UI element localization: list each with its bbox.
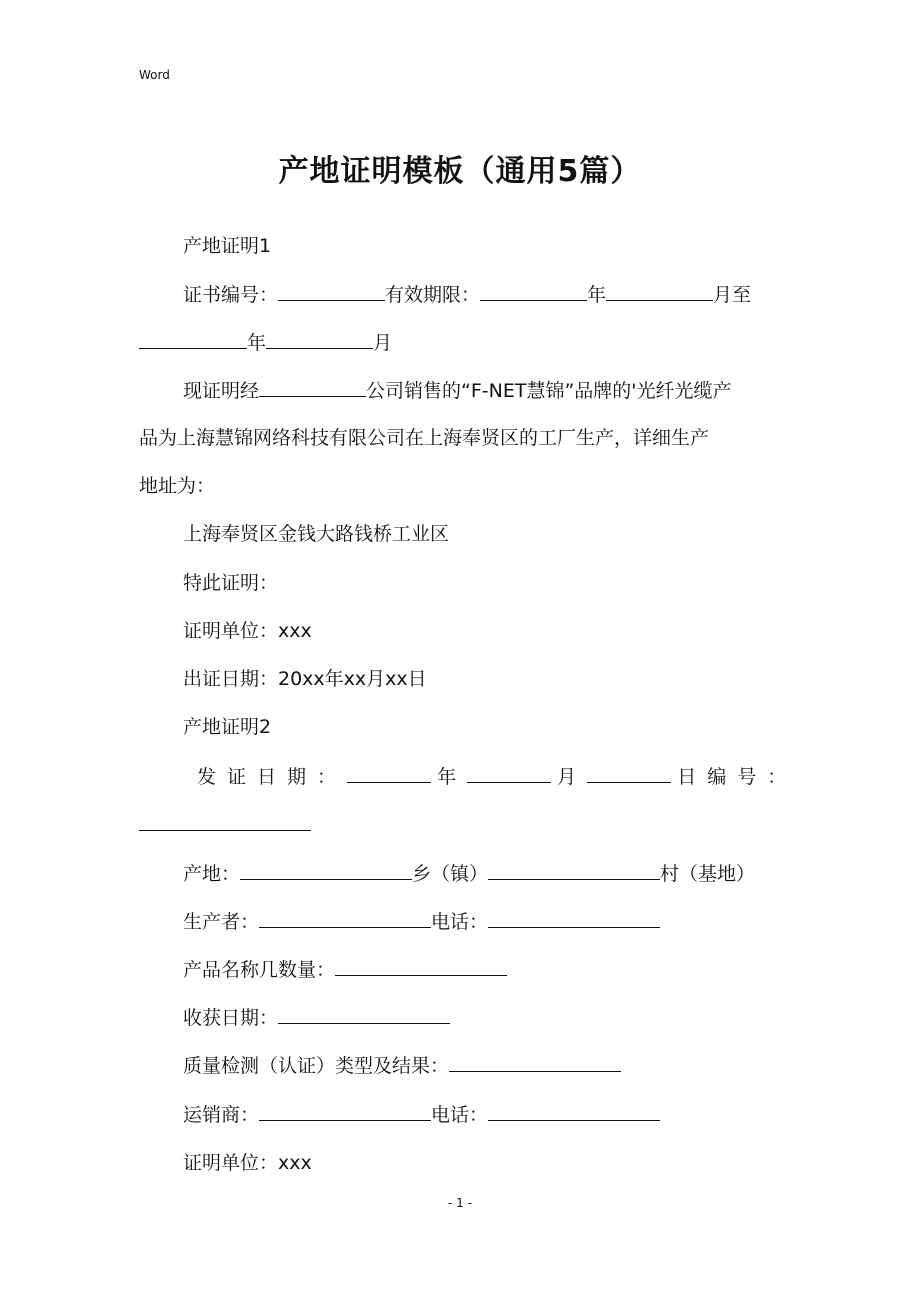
town-label: 乡（镇） — [412, 863, 489, 885]
valid-period-label: 有效期限： — [385, 284, 481, 306]
cert1-body-line2: 品为上海慧锦网络科技有限公司在上海奉贤区的工厂生产，详细生产 — [139, 427, 710, 449]
cert2-harvest — [183, 1005, 450, 1030]
phone-blank — [488, 1102, 660, 1121]
day-number-label: 日编号： — [677, 766, 798, 788]
origin-label: 产地： — [183, 863, 241, 885]
number-blank — [139, 812, 311, 831]
cert1-unit: 证明单位：xxx — [183, 620, 312, 642]
transport-label: 运销商： — [183, 1104, 260, 1126]
issue-month-blank — [467, 764, 551, 783]
year-label: 年 — [247, 332, 267, 354]
header-app-label: Word — [139, 68, 170, 82]
harvest-blank — [278, 1005, 450, 1024]
product-blank — [335, 957, 507, 976]
transport-blank — [259, 1102, 431, 1121]
cert1-line1 — [183, 282, 751, 307]
issue-day-blank — [587, 764, 671, 783]
cert2-origin — [183, 861, 755, 886]
cert2-number-line — [139, 812, 311, 837]
issue-year-blank — [347, 764, 431, 783]
harvest-label: 收获日期： — [183, 1007, 279, 1029]
quality-label: 质量检测（认证）类型及结果： — [183, 1055, 450, 1077]
end-year-blank — [139, 330, 247, 349]
cert2-unit: 证明单位：xxx — [183, 1152, 312, 1174]
valid-year-blank — [480, 282, 587, 301]
cert1-line2 — [139, 330, 392, 355]
producer-label: 生产者： — [183, 911, 260, 933]
producer-blank — [259, 909, 431, 928]
cert2-issue-line — [197, 764, 797, 789]
phone-blank — [488, 909, 660, 928]
cert2-product — [183, 957, 507, 982]
phone-label: 电话： — [431, 1104, 489, 1126]
valid-month-blank — [606, 282, 713, 301]
body-text: 现证明经 — [183, 380, 260, 402]
cert2-quality — [183, 1053, 621, 1078]
year-label: 年 — [587, 284, 607, 306]
page-number: - 1 - — [448, 1196, 472, 1210]
month-label: 月 — [557, 766, 588, 788]
quality-blank — [449, 1053, 621, 1072]
cert2-producer — [183, 909, 660, 934]
cert1-body-line1 — [183, 378, 732, 403]
phone-label: 电话： — [431, 911, 489, 933]
month-label: 月 — [373, 332, 393, 354]
month-to-label: 月至 — [713, 284, 752, 306]
village-label: 村（基地） — [660, 863, 756, 885]
product-label: 产品名称几数量： — [183, 959, 336, 981]
body-text: 公司销售的“F-NET慧锦”品牌的'光纤光缆产 — [366, 380, 732, 402]
town-blank — [488, 861, 660, 880]
cert1-hereby: 特此证明： — [183, 572, 279, 594]
origin-blank — [240, 861, 412, 880]
cert1-heading: 产地证明1 — [183, 235, 272, 257]
cert2-heading: 产地证明2 — [183, 716, 272, 738]
cert2-transport — [183, 1102, 660, 1127]
issue-date-label: 发证日期： — [197, 766, 348, 788]
year-label: 年 — [437, 766, 468, 788]
cert1-address: 上海奉贤区金钱大路钱桥工业区 — [183, 523, 450, 545]
end-month-blank — [266, 330, 373, 349]
cert-number-label: 证书编号： — [183, 284, 279, 306]
cert1-body-line3: 地址为： — [139, 475, 216, 497]
company-blank — [259, 378, 366, 397]
document-title: 产地证明模板（通用5篇） — [278, 154, 642, 189]
cert-number-blank — [278, 282, 385, 301]
cert1-date: 出证日期：20xx年xx月xx日 — [183, 668, 427, 690]
